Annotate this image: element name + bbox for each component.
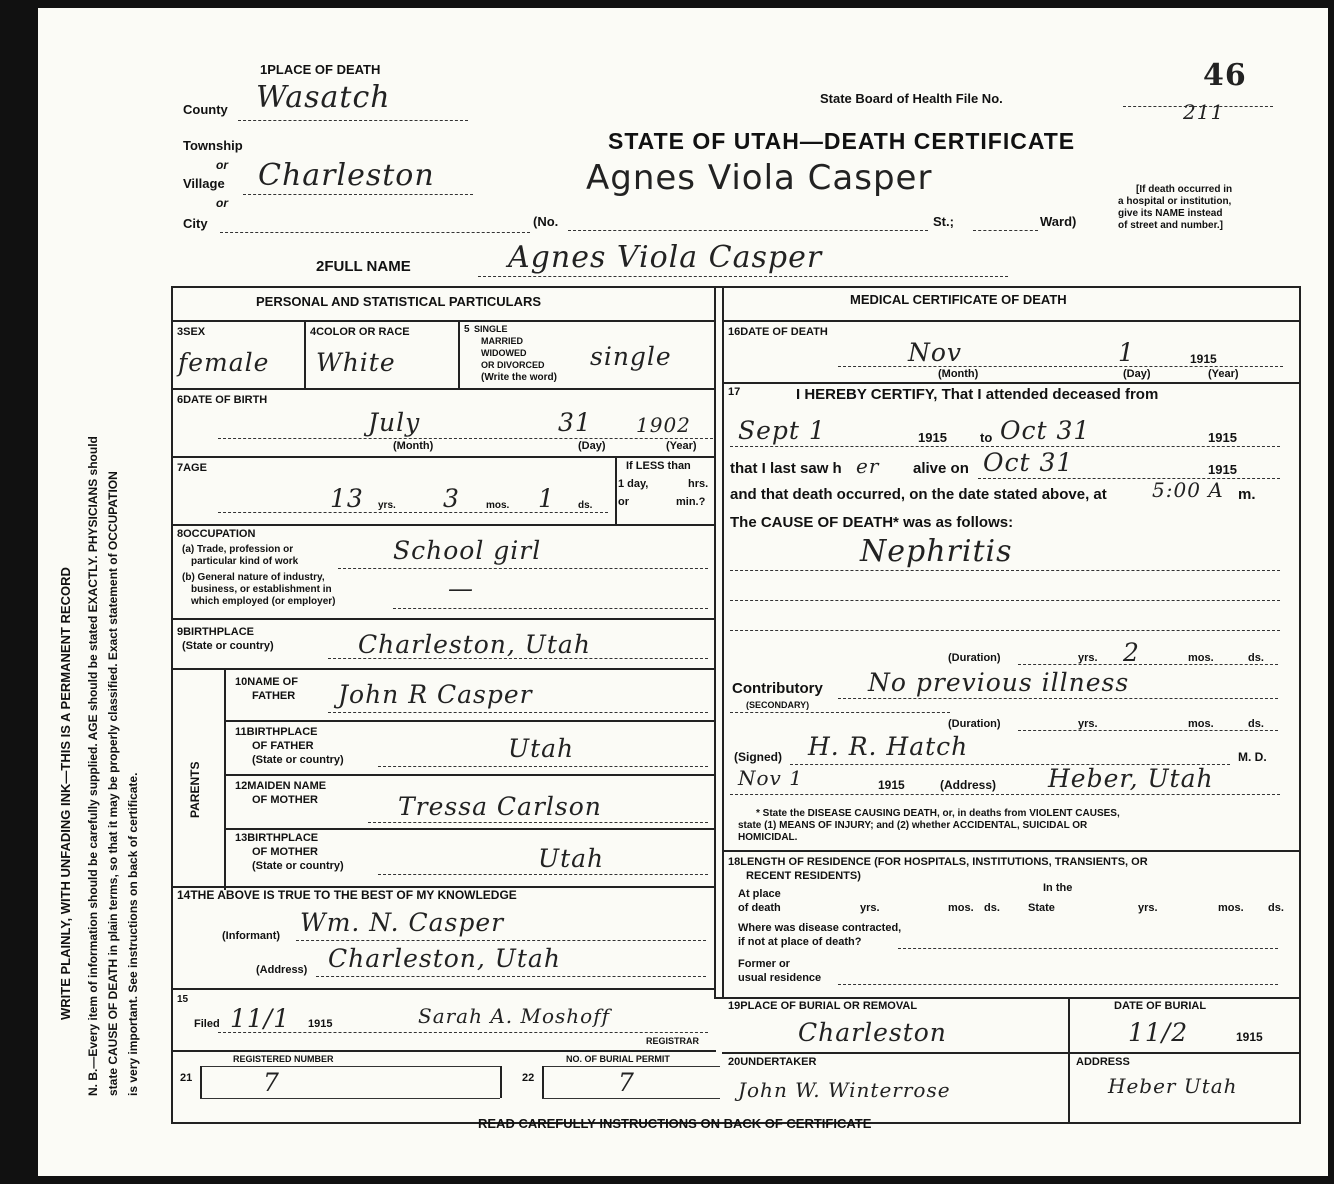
burial-permit-position: 22	[522, 1072, 535, 1084]
if-less-than: If LESS than	[626, 460, 691, 472]
cause-of-death-value: Nephritis	[860, 534, 1013, 569]
age-label: 7AGE	[177, 462, 207, 474]
last-saw-pronoun: er	[856, 454, 880, 478]
signed-date: Nov 1	[738, 766, 803, 790]
color-label: 4COLOR OR RACE	[310, 326, 410, 338]
physician-address-value: Heber, Utah	[1048, 764, 1214, 793]
burial-permit-label: NO. OF BURIAL PERMIT	[566, 1054, 670, 1064]
parents-side-label: PARENTS	[188, 761, 202, 818]
physician-signature: H. R. Hatch	[808, 732, 969, 761]
if-less-or: or	[618, 496, 629, 508]
undertaker-label: 20UNDERTAKER	[728, 1056, 817, 1068]
occupation-industry-value: —	[448, 574, 474, 603]
last-saw-statement: that I last saw h	[730, 460, 842, 477]
birth-month-caption: (Month)	[393, 440, 434, 452]
full-name-label: 2FULL NAME	[316, 258, 411, 275]
marital-widowed: WIDOWED	[481, 348, 527, 358]
or-label-1: or	[216, 158, 228, 172]
marital-single: SINGLE	[474, 324, 508, 334]
margin-warning: WRITE PLAINLY, WITH UNFADING INK—THIS IS A PERMANENT RECORD	[58, 567, 73, 1020]
burial-date-year: 1915	[1236, 1030, 1263, 1044]
signed-year: 1915	[878, 778, 905, 792]
file-number-stamp: 46	[1203, 58, 1247, 93]
registrar-signature: Sarah A. Moshoff	[418, 1004, 611, 1028]
at-place-days: ds.	[984, 902, 1000, 914]
age-years-unit: yrs.	[378, 500, 396, 511]
hospital-note-3: give its NAME instead	[1118, 208, 1223, 219]
duration-label: (Duration)	[948, 652, 1001, 664]
occupation-a-line-2: particular kind of work	[191, 556, 299, 567]
former-residence-label-2: usual residence	[738, 972, 822, 984]
marital-married: MARRIED	[481, 336, 523, 346]
undertaker-value: John W. Winterrose	[738, 1078, 951, 1102]
birth-day-caption: (Day)	[578, 440, 606, 452]
birthplace-value: Charleston, Utah	[358, 630, 591, 659]
informant-value: Wm. N. Casper	[300, 908, 505, 937]
place-of-death-label: 1PLACE OF DEATH	[260, 62, 381, 77]
registered-number-position: 21	[180, 1072, 193, 1084]
street-label: St.;	[933, 214, 954, 229]
contracted-label-1: Where was disease contracted,	[738, 922, 902, 934]
mother-name-label-1: 12MAIDEN NAME	[235, 780, 327, 792]
contributory-duration-years: yrs.	[1078, 718, 1098, 730]
burial-date-value: 11/2	[1128, 1018, 1189, 1047]
if-less-minutes: min.?	[676, 496, 706, 508]
footer-instructions: READ CAREFULLY INSTRUCTIONS ON BACK OF CERTIFICATE	[478, 1116, 872, 1131]
time-of-death: 5:00 A	[1152, 478, 1224, 502]
full-name-value: Agnes Viola Casper	[508, 240, 823, 275]
contributory-duration-days: ds.	[1248, 718, 1264, 730]
filed-number: 15	[177, 994, 189, 1005]
footnote-line-1: * State the DISEASE CAUSING DEATH, or, in deaths from VIOLENT CAUSES,	[756, 808, 1120, 819]
certify-number: 17	[728, 386, 741, 398]
age-years: 13	[330, 484, 364, 513]
margin-note-1: N. B.—Every item of information should be carefully supplied. AGE should be stated EXACTLY. PHYSICIANS should	[86, 436, 100, 1096]
informant-statement: 14THE ABOVE IS TRUE TO THE BEST OF MY KNOWLEDGE	[177, 888, 517, 902]
residence-label-1: 18LENGTH OF RESIDENCE (FOR HOSPITALS, INSTITUTIONS, TRANSIENTS, OR	[728, 856, 1148, 868]
duration-months-value: 2	[1123, 638, 1140, 667]
certify-statement: I HEREBY CERTIFY, That I attended deceased from	[796, 386, 1159, 403]
date-of-death-label: 16DATE OF DEATH	[728, 326, 828, 338]
mother-birthplace-label-2: OF MOTHER	[252, 846, 318, 858]
residence-label-2: RECENT RESIDENTS)	[746, 870, 861, 882]
death-month: Nov	[908, 338, 963, 367]
file-number-label: State Board of Health File No.	[820, 91, 1003, 106]
margin-note-2: state CAUSE OF DEATH in plain terms, so that it may be properly classified. Exact statement of OCCUPATION	[106, 471, 120, 1096]
footnote-line-2: state (1) MEANS OF INJURY; and (2) whether ACCIDENTAL, SUICIDAL OR	[738, 820, 1088, 831]
duration-days-unit: ds.	[1248, 652, 1264, 664]
certificate-title: STATE OF UTAH—DEATH CERTIFICATE	[608, 128, 1076, 154]
in-state-years: yrs.	[1138, 902, 1158, 914]
occupation-a-line-1: (a) Trade, profession or	[182, 544, 294, 555]
father-name-label-1: 10NAME OF	[235, 676, 298, 688]
informant-address-label: (Address)	[256, 964, 308, 976]
father-name-label-2: FATHER	[252, 690, 296, 702]
age-days-unit: ds.	[578, 500, 593, 511]
township-label: Township	[183, 138, 243, 153]
village-label: Village	[183, 176, 225, 191]
birthplace-label: 9BIRTHPLACE	[177, 626, 255, 638]
footnote-line-3: HOMICIDAL.	[738, 832, 798, 843]
marital-write-the-word: (Write the word)	[481, 372, 557, 383]
marital-divorced: OR DIVORCED	[481, 360, 545, 370]
birth-month: July	[368, 408, 421, 437]
typed-full-name: Agnes Viola Casper	[586, 158, 933, 198]
medical-section-title: MEDICAL CERTIFICATE OF DEATH	[850, 292, 1067, 307]
father-birthplace-label-2: OF FATHER	[252, 740, 314, 752]
duration-years-unit: yrs.	[1078, 652, 1098, 664]
mother-name-value: Tressa Carlson	[398, 792, 602, 821]
birth-year-caption: (Year)	[666, 440, 697, 452]
village-value: Charleston	[258, 158, 435, 193]
marital-number: 5	[464, 324, 470, 335]
occupation-b-line-2: business, or establishment in	[191, 584, 332, 595]
contributory-label: Contributory	[732, 680, 823, 697]
last-saw-year: 1915	[1208, 462, 1237, 477]
death-day: 1	[1118, 338, 1135, 367]
burial-permit-value: 7	[618, 1068, 635, 1097]
informant-label: (Informant)	[222, 930, 281, 942]
sex-value: female	[178, 348, 270, 377]
occupation-b-line-1: (b) General nature of industry,	[182, 572, 325, 583]
death-month-caption: (Month)	[938, 368, 979, 380]
contributory-duration-label: (Duration)	[948, 718, 1001, 730]
age-months-unit: mos.	[486, 500, 510, 511]
hospital-note-4: of street and number.]	[1118, 220, 1224, 231]
mother-name-label-2: OF MOTHER	[252, 794, 318, 806]
city-label: City	[183, 216, 208, 231]
occupation-label: 8OCCUPATION	[177, 528, 256, 540]
color-value: White	[316, 348, 396, 377]
certificate-paper	[38, 8, 1328, 1176]
filed-date-value: 11/1	[230, 1004, 291, 1033]
father-name-value: John R Casper	[338, 680, 533, 709]
in-state-days: ds.	[1268, 902, 1284, 914]
former-residence-label-1: Former or	[738, 958, 790, 970]
death-year-caption: (Year)	[1208, 368, 1239, 380]
mother-birthplace-label-1: 13BIRTHPLACE	[235, 832, 319, 844]
birthplace-sublabel: (State or country)	[182, 640, 274, 652]
father-birthplace-value: Utah	[508, 734, 575, 763]
undertaker-address-value: Heber Utah	[1108, 1074, 1238, 1098]
physician-address-label: (Address)	[940, 778, 997, 792]
mother-birthplace-value: Utah	[538, 844, 605, 873]
date-of-birth-label: 6DATE OF BIRTH	[177, 394, 268, 406]
contracted-label-2: if not at place of death?	[738, 936, 862, 948]
last-saw-date: Oct 31	[983, 448, 1074, 477]
contributory-duration-months: mos.	[1188, 718, 1214, 730]
in-state-months: mos.	[1218, 902, 1244, 914]
death-occurred-statement: and that death occurred, on the date stated above, at	[730, 486, 1107, 503]
at-place-years: yrs.	[860, 902, 880, 914]
attended-from-date: Sept 1	[738, 416, 826, 445]
father-birthplace-label-1: 11BIRTHPLACE	[235, 726, 318, 738]
occupation-value: School girl	[393, 536, 542, 565]
if-less-one-day: 1 day,	[618, 478, 649, 490]
sex-label: 3SEX	[177, 326, 206, 338]
age-days: 1	[538, 484, 555, 513]
mother-birthplace-label-3: (State or country)	[252, 860, 344, 872]
personal-section-title: PERSONAL AND STATISTICAL PARTICULARS	[256, 294, 542, 309]
at-place-label-2: of death	[738, 902, 781, 914]
undertaker-address-label: ADDRESS	[1076, 1056, 1130, 1068]
in-the-state-label-2: State	[1028, 902, 1055, 914]
time-meridiem: m.	[1238, 486, 1256, 503]
contributory-value: No previous illness	[868, 668, 1130, 697]
cause-of-death-label: The CAUSE OF DEATH* was as follows:	[730, 514, 1014, 531]
filed-year: 1915	[308, 1018, 333, 1030]
county-label: County	[183, 102, 228, 117]
birth-year: 1902	[636, 413, 691, 437]
hospital-note-1: [If death occurred in	[1136, 184, 1233, 195]
or-label-2: or	[216, 196, 228, 210]
at-place-months: mos.	[948, 902, 974, 914]
at-place-label-1: At place	[738, 888, 781, 900]
ward-label: Ward)	[1040, 214, 1077, 229]
birth-day: 31	[558, 408, 592, 437]
burial-place-label: 19PLACE OF BURIAL OR REMOVAL	[728, 1000, 918, 1012]
filed-label: Filed	[194, 1018, 220, 1030]
hospital-note-2: a hospital or institution,	[1118, 196, 1232, 207]
registrar-label: REGISTRAR	[646, 1036, 700, 1046]
death-year: 1915	[1190, 352, 1217, 366]
father-birthplace-label-3: (State or country)	[252, 754, 344, 766]
contributory-secondary-label: (SECONDARY)	[746, 700, 810, 710]
registered-number-value: 7	[263, 1068, 280, 1097]
death-day-caption: (Day)	[1123, 368, 1151, 380]
occupation-b-line-3: which employed (or employer)	[191, 596, 336, 607]
marital-value: single	[590, 342, 672, 371]
margin-note-3: is very important. See instructions on back of certificate.	[126, 772, 140, 1096]
file-number-value: 211	[1183, 100, 1225, 124]
burial-date-label: DATE OF BURIAL	[1114, 1000, 1207, 1012]
signed-label: (Signed)	[734, 750, 782, 764]
md-label: M. D.	[1238, 750, 1267, 764]
attended-to-year: 1915	[1208, 430, 1237, 445]
alive-on-label: alive on	[913, 460, 969, 477]
duration-months-unit: mos.	[1188, 652, 1214, 664]
attended-to-label: to	[980, 430, 993, 445]
county-value: Wasatch	[256, 80, 391, 115]
attended-to-date: Oct 31	[1000, 416, 1091, 445]
street-number-label: (No.	[533, 214, 559, 229]
burial-place-value: Charleston	[798, 1018, 947, 1047]
age-months: 3	[443, 484, 460, 513]
if-less-hours: hrs.	[688, 478, 709, 490]
in-the-state-label-1: In the	[1043, 882, 1073, 894]
informant-address-value: Charleston, Utah	[328, 944, 561, 973]
attended-from-year: 1915	[918, 430, 947, 445]
registered-number-label: REGISTERED NUMBER	[233, 1054, 334, 1064]
